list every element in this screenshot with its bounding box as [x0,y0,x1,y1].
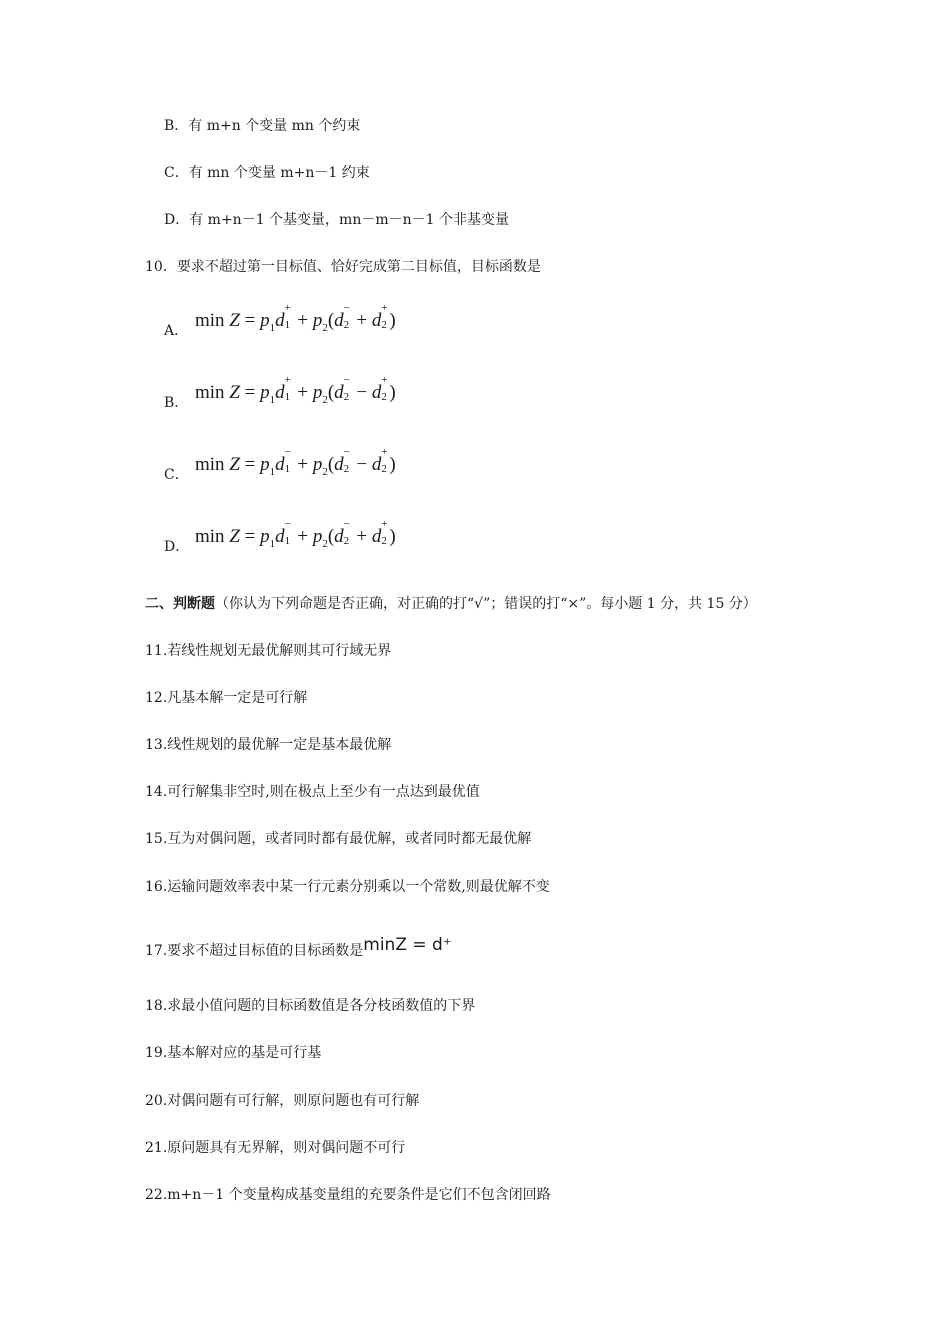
option-letter: D． [164,539,190,555]
q9-option-b: B．有 m+n 个变量 mn 个约束 [164,118,361,134]
question-15: 15.互为对偶问题，或者同时都有最优解，或者同时都无最优解 [145,831,532,847]
formula: $\min Z = p_1d$ − 1 + $p_2(d$ − 2 − d + 2 ) [195,446,396,478]
question-17-text: 17.要求不超过目标值的目标函数是 [145,943,364,959]
question-16: 16.运输问题效率表中某一行元素分别乘以一个常数,则最优解不变 [145,879,550,895]
formula: $\min Z = p_1d$ + 1 + $p_2(d$ − 2 − d + 2 ) [195,374,396,406]
question-14: 14.可行解集非空时,则在极点上至少有一点达到最优值 [145,784,480,800]
section-instruction: （你认为下列命题是否正确，对正确的打“√”；错误的打“×”。每小题 1 分，共 15 分） [215,596,757,612]
formula: $\min Z = p_1d$ + 1 + $p_2(d$ − 2 + d + 2 ) [195,302,396,334]
option-letter: C． [164,467,189,483]
question-17-formula: minZ = d⁺ [363,935,452,955]
option-letter: A． [164,323,189,339]
q9-option-c: C．有 mn 个变量 m+n－1 约束 [164,165,370,181]
question-20: 20.对偶问题有可行解，则原问题也有可行解 [145,1093,420,1109]
formula: $\min Z = p_1d$ − 1 + $p_2(d$ − 2 + d + 2 ) [195,518,396,550]
question-17 [145,935,452,961]
question-22: 22.m+n－1 个变量构成基变量组的充要条件是它们不包含闭回路 [145,1187,551,1203]
option-letter: B． [164,395,189,411]
section-title: 二、判断题 [145,596,215,612]
question-13: 13.线性规划的最优解一定是基本最优解 [145,737,392,753]
question-21: 21.原问题具有无界解，则对偶问题不可行 [145,1140,406,1156]
q9-option-d: D．有 m+n－1 个基变量，mn－m－n－1 个非基变量 [164,212,509,228]
section-heading [145,594,757,614]
q10-text: 10．要求不超过第一目标值、恰好完成第二目标值，目标函数是 [145,259,541,275]
question-18: 18.求最小值问题的目标函数值是各分枝函数值的下界 [145,998,476,1014]
question-11: 11.若线性规划无最优解则其可行域无界 [145,643,392,659]
question-19: 19.基本解对应的基是可行基 [145,1045,322,1061]
question-12: 12.凡基本解一定是可行解 [145,690,308,706]
